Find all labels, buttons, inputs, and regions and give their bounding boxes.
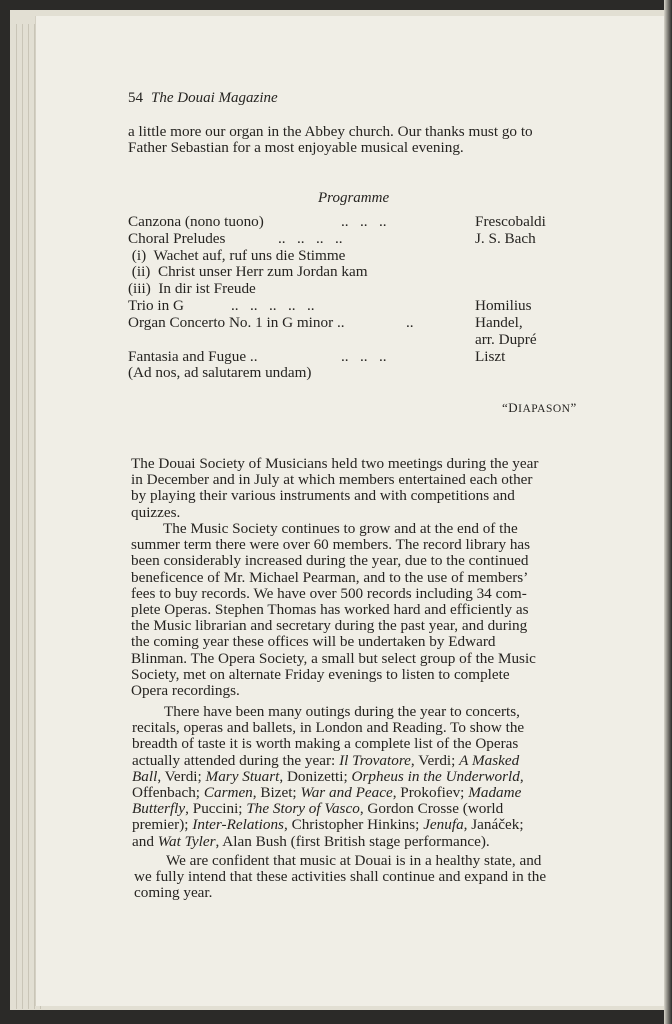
programme-row [128, 315, 588, 332]
programme-composer: arr. Dupré [475, 331, 537, 348]
magazine-title: The Douai Magazine [151, 90, 278, 106]
programme-composer: Homilius [475, 297, 532, 314]
text-line [132, 817, 594, 833]
text-run: , Puccini; [185, 800, 247, 818]
text-line: Blinman. The Opera Society, a small but select group of the Music [131, 649, 536, 667]
opera-title: Butterfly [132, 800, 186, 818]
music-society-paragraph [131, 521, 591, 699]
programme-piece: Canzona (nono tuono) [128, 213, 264, 230]
text-line: been considerably increased during the year, due to the continued [131, 552, 529, 570]
programme-composer: Handel, [475, 314, 523, 331]
text-run: and [132, 832, 158, 850]
programme-piece: (ii) Christ unser Herr zum Jordan kam [128, 263, 368, 280]
running-header [128, 90, 278, 106]
text-line: we fully intend that these activities shall continue and expand in the [134, 868, 547, 886]
text-line: There have been many outings during the year to concerts, [164, 703, 520, 720]
programme-row [128, 214, 588, 231]
programme-piece: Organ Concerto No. 1 in G minor .. [128, 314, 345, 331]
leader-dots: .. .. .. .. [278, 230, 343, 247]
text-line [132, 801, 594, 817]
programme-piece: (i) Wachet auf, ruf uns die Stimme [128, 247, 346, 264]
text-line: plete Operas. Stephen Thomas has worked hard and efficiently as [131, 600, 529, 618]
text-line: fees to buy records. We have over 500 records including 34 com- [131, 584, 527, 602]
text-run: , Janáček; [463, 816, 524, 834]
programme-piece: (iii) In dir ist Freude [128, 280, 256, 297]
programme-title: Programme [318, 190, 390, 206]
signature-rest: IAPASON [518, 403, 571, 415]
programme-piece: Choral Preludes [128, 230, 226, 247]
closing-paragraph [134, 853, 594, 902]
text-line: Society, met on alternate Friday evenings to listen to complete [131, 665, 510, 683]
opera-title: Mary Stuart [205, 767, 280, 785]
text-run: actually attended during the year: [132, 751, 340, 769]
text-line: summer term there were over 60 members. The record library has [131, 536, 531, 554]
opera-title: Inter-Relations [192, 816, 284, 834]
programme-row [128, 365, 588, 382]
opera-title: Orpheus in the Underworld [351, 767, 520, 785]
text-line: The Music Society continues to grow and at the end of the [163, 520, 518, 537]
text-run: Offenbach; [132, 783, 204, 801]
outings-paragraph [132, 704, 594, 850]
text-line: quizzes. [131, 503, 181, 521]
signature-close: ” [570, 400, 577, 415]
text-line: recitals, operas and ballets, in London and Reading. To show the [132, 719, 525, 737]
text-run: , Christopher Hinkins; [283, 816, 424, 834]
text-line: beneficence of Mr. Michael Pearman, and to the use of members’ [131, 568, 529, 586]
text-line: the coming year these offices will be undertaken by Edward [131, 633, 496, 651]
text-run: , Gordon Crosse (world [359, 800, 504, 818]
leader-dots: .. .. .. [341, 348, 387, 365]
programme-composer: J. S. Bach [475, 230, 536, 247]
opera-title: The Story of Vasco [246, 800, 360, 818]
page-edge [34, 24, 35, 1009]
text-run: , Bizet; [252, 783, 301, 801]
book-spine [664, 0, 672, 1024]
opera-title: Ball [132, 767, 158, 785]
intro-paragraph [128, 124, 588, 156]
page-edge [16, 24, 17, 1009]
programme-piece: Fantasia and Fugue .. [128, 348, 258, 365]
programme-row [128, 332, 588, 349]
programme-row [128, 264, 588, 281]
text-line: a little more our organ in the Abbey church. Our thanks must go to [128, 123, 533, 140]
text-line: breadth of taste it is worth making a complete list of the Operas [132, 735, 519, 753]
opera-title: A Masked [459, 751, 520, 769]
text-run: , [519, 767, 524, 785]
programme-composer: Frescobaldi [475, 213, 546, 230]
text-line [132, 834, 594, 850]
opera-title: War and Peace [300, 783, 393, 801]
programme-piece: (Ad nos, ad salutarem undam) [128, 364, 312, 381]
text-run: , Prokofiev; [392, 783, 469, 801]
signature-open: “D [502, 400, 519, 415]
text-run: premier); [132, 816, 193, 834]
opera-title: Wat Tyler [157, 832, 216, 850]
programme-row [128, 298, 588, 315]
text-line: Opera recordings. [131, 681, 240, 699]
page-edge [22, 24, 23, 1009]
page-number: 54 [128, 90, 143, 106]
leader-dots: .. [406, 314, 414, 331]
programme-row [128, 231, 588, 248]
text-run: , Verdi; [410, 751, 460, 769]
programme-piece: Trio in G [128, 297, 184, 314]
text-line: by playing their various instruments and with competitions and [131, 487, 515, 505]
text-run: , Donizetti; [279, 767, 352, 785]
leader-dots: .. .. .. .. .. [231, 297, 315, 314]
programme-composer: Liszt [475, 348, 506, 365]
text-line: in December and in July at which members entertained each other [131, 471, 533, 489]
text-line: The Douai Society of Musicians held two meetings during the year [131, 455, 539, 472]
opera-title: Madame [468, 783, 522, 801]
text-line [132, 769, 594, 785]
text-line [132, 753, 594, 769]
text-line: Father Sebastian for a most enjoyable musical evening. [128, 139, 464, 157]
society-paragraph [131, 456, 591, 521]
page-edge [28, 24, 29, 1009]
text-run: , Verdi; [157, 767, 206, 785]
text-run: , Alan Bush (first British stage performance). [215, 832, 490, 850]
opera-title: Carmen [203, 783, 253, 801]
opera-title: Jenufa [423, 816, 464, 834]
leader-dots: .. .. .. [341, 213, 387, 230]
text-line: coming year. [134, 884, 213, 902]
programme-row [128, 281, 588, 298]
text-line [132, 785, 594, 801]
text-line: the Music librarian and secretary during the past year, and during [131, 617, 528, 635]
opera-title: Il Trovatore [339, 751, 411, 769]
text-line: We are confident that music at Douai is in a healthy state, and [166, 852, 542, 869]
signature [502, 400, 577, 417]
